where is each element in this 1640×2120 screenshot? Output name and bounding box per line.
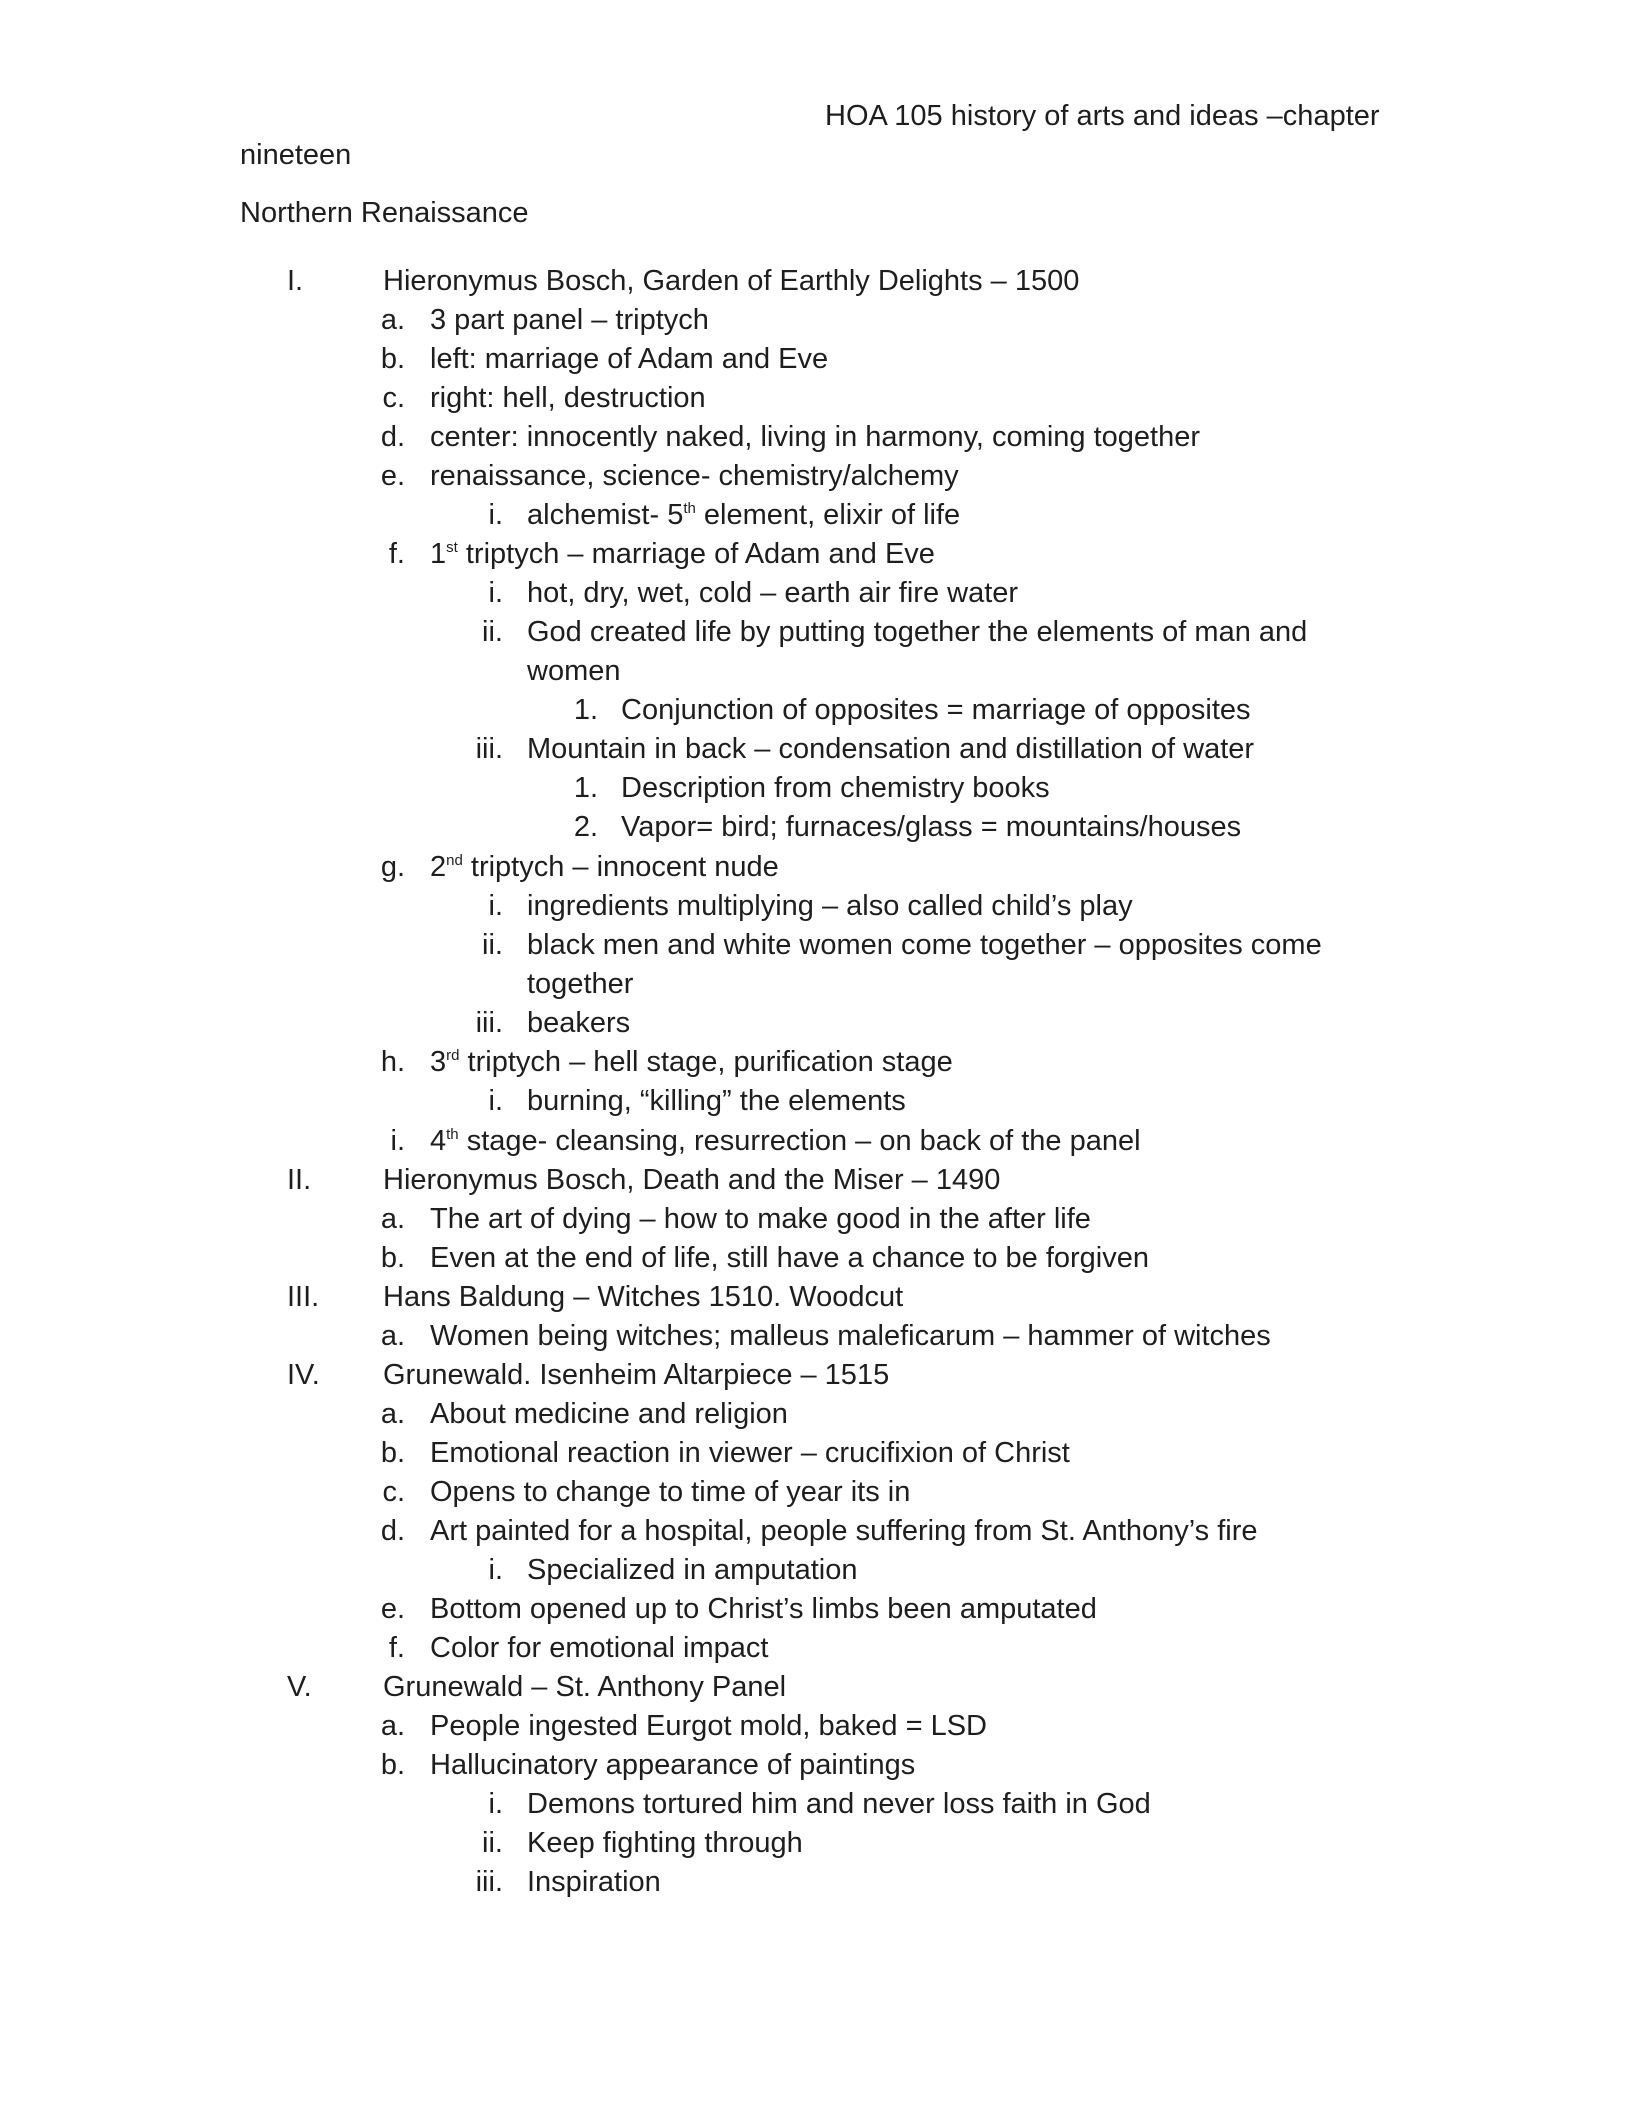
outline-label: b. xyxy=(380,1749,405,1781)
outline-label: i. xyxy=(390,1125,405,1157)
ordinal-superscript: nd xyxy=(446,852,463,869)
outline-text: Emotional reaction in viewer – crucifixion of Christ xyxy=(430,1437,1070,1469)
outline-text: The art of dying – how to make good in the after life xyxy=(430,1203,1091,1235)
outline-text: Keep fighting through xyxy=(527,1827,803,1859)
outline-label: f. xyxy=(388,1632,405,1664)
outline-text xyxy=(430,535,935,573)
outline-label: 1. xyxy=(573,694,598,726)
outline-text-part: 4 xyxy=(430,1125,447,1157)
outline-label: II. xyxy=(287,1164,312,1196)
outline-text: 3 part panel – triptych xyxy=(430,304,709,336)
outline-text-part: 3 xyxy=(430,1046,447,1078)
outline-text-part: triptych – hell stage, purification stage xyxy=(459,1046,953,1078)
outline-label: b. xyxy=(380,343,405,375)
outline-text-part: triptych – innocent nude xyxy=(462,851,779,883)
outline-text: right: hell, destruction xyxy=(430,382,706,414)
outline-label: I. xyxy=(287,265,304,297)
outline-text: Specialized in amputation xyxy=(527,1554,858,1586)
outline-text: burning, “killing” the elements xyxy=(527,1085,906,1117)
outline-label: 1. xyxy=(573,772,598,804)
outline-text: women xyxy=(527,655,621,687)
outline-text: God created life by putting together the elements of man and xyxy=(527,616,1308,648)
outline-text: ingredients multiplying – also called child’s play xyxy=(527,890,1133,922)
outline-text: Hieronymus Bosch, Death and the Miser – 1490 xyxy=(383,1164,1001,1196)
outline-text: Conjunction of opposites = marriage of opposites xyxy=(621,694,1251,726)
outline-text-part: element, elixir of life xyxy=(695,499,961,531)
outline-text: Bottom opened up to Christ’s limbs been amputated xyxy=(430,1593,1097,1625)
outline-label: IV. xyxy=(287,1359,320,1391)
outline-text: Opens to change to time of year its in xyxy=(430,1476,911,1508)
outline-label: V. xyxy=(287,1671,312,1703)
outline-text: Color for emotional impact xyxy=(430,1632,769,1664)
outline-text: Grunewald. Isenheim Altarpiece – 1515 xyxy=(383,1359,890,1391)
header-line-1: HOA 105 history of arts and ideas –chapter xyxy=(825,100,1380,132)
outline-label: ii. xyxy=(482,1827,503,1859)
outline-text: beakers xyxy=(527,1007,631,1039)
outline-label: ii. xyxy=(482,616,503,648)
outline-label: d. xyxy=(380,1515,405,1547)
outline-label: h. xyxy=(380,1046,405,1078)
outline-label: III. xyxy=(287,1281,320,1313)
outline-text: hot, dry, wet, cold – earth air fire water xyxy=(527,577,1019,609)
outline-text xyxy=(430,1122,1141,1160)
outline-label: i. xyxy=(488,890,503,922)
outline-label: d. xyxy=(380,421,405,453)
outline-label: g. xyxy=(380,851,405,883)
outline-text: renaissance, science- chemistry/alchemy xyxy=(430,460,959,492)
outline-label: i. xyxy=(488,577,503,609)
outline-text: black men and white women come together – opposites come xyxy=(527,929,1322,961)
outline-label: a. xyxy=(380,1710,405,1742)
outline-text: Grunewald – St. Anthony Panel xyxy=(383,1671,787,1703)
outline-text: Hallucinatory appearance of paintings xyxy=(430,1749,916,1781)
header-line-2: nineteen xyxy=(240,139,352,171)
outline-label: i. xyxy=(488,1554,503,1586)
ordinal-superscript: st xyxy=(446,539,458,556)
outline-text: Inspiration xyxy=(527,1866,661,1898)
outline-label: f. xyxy=(388,538,405,570)
outline-text-part: alchemist- 5 xyxy=(527,499,684,531)
outline-text: Demons tortured him and never loss faith in God xyxy=(527,1788,1151,1820)
outline-label: ii. xyxy=(482,929,503,961)
outline-label: e. xyxy=(380,460,405,492)
outline-text xyxy=(430,1043,953,1081)
outline-label: 2. xyxy=(573,811,598,843)
outline-text: Even at the end of life, still have a chance to be forgiven xyxy=(430,1242,1150,1274)
outline-text: People ingested Eurgot mold, baked = LSD xyxy=(430,1710,988,1742)
ordinal-superscript: rd xyxy=(446,1047,460,1064)
outline-text: Vapor= bird; furnaces/glass = mountains/houses xyxy=(621,811,1242,843)
outline-text-part: stage- cleansing, resurrection – on back of the panel xyxy=(458,1125,1141,1157)
outline-text xyxy=(527,496,960,534)
outline-label: iii. xyxy=(475,733,503,765)
outline-text: together xyxy=(527,968,634,1000)
outline-text: About medicine and religion xyxy=(430,1398,788,1430)
outline-text xyxy=(430,848,779,886)
outline-label: a. xyxy=(380,1203,405,1235)
outline-text: Hans Baldung – Witches 1510. Woodcut xyxy=(383,1281,904,1313)
outline-text-part: 2 xyxy=(430,851,447,883)
ordinal-superscript: th xyxy=(683,500,696,517)
outline-text: center: innocently naked, living in harmony, coming together xyxy=(430,421,1201,453)
outline-text-part: 1 xyxy=(430,538,447,570)
ordinal-superscript: th xyxy=(446,1126,459,1143)
outline-label: a. xyxy=(380,1398,405,1430)
section-title: Northern Renaissance xyxy=(240,197,529,229)
outline-label: i. xyxy=(488,499,503,531)
outline-label: b. xyxy=(380,1242,405,1274)
outline-label: iii. xyxy=(475,1866,503,1898)
outline-label: e. xyxy=(380,1593,405,1625)
outline-label: c. xyxy=(382,382,405,414)
outline-label: iii. xyxy=(475,1007,503,1039)
outline-label: i. xyxy=(488,1085,503,1117)
outline-text: Women being witches; malleus maleficarum – hammer of witches xyxy=(430,1320,1271,1352)
outline-text: Description from chemistry books xyxy=(621,772,1050,804)
outline-text-part: triptych – marriage of Adam and Eve xyxy=(457,538,935,570)
outline-text: Mountain in back – condensation and distillation of water xyxy=(527,733,1255,765)
outline-text: left: marriage of Adam and Eve xyxy=(430,343,829,375)
outline-label: b. xyxy=(380,1437,405,1469)
outline-label: a. xyxy=(380,1320,405,1352)
outline-label: c. xyxy=(382,1476,405,1508)
outline-label: a. xyxy=(380,304,405,336)
outline-text: Hieronymus Bosch, Garden of Earthly Delights – 1500 xyxy=(383,265,1080,297)
outline-text: Art painted for a hospital, people suffering from St. Anthony’s fire xyxy=(430,1515,1258,1547)
outline-label: i. xyxy=(488,1788,503,1820)
